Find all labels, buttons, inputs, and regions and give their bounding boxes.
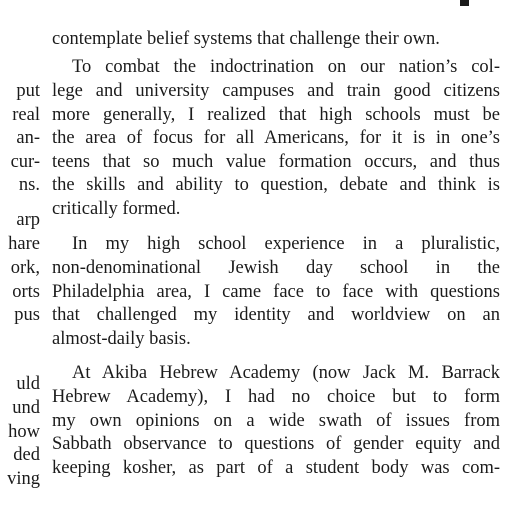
text-line: Sabbath observance to questions of gender equity and [52, 434, 500, 454]
text-line: keeping kosher, as part of a student body was com- [52, 458, 500, 478]
text-line: To combat the indoctrination on our nation’s col- [72, 57, 500, 77]
text-line: Philadelphia area, I came face to face with questions [52, 282, 500, 302]
left-fragment: real [12, 105, 40, 125]
left-fragment: hare [8, 234, 40, 254]
text-line: contemplate belief systems that challenge their own. [52, 29, 440, 49]
left-fragment: ork, [10, 258, 40, 278]
left-fragment: pus [14, 305, 40, 325]
left-fragment: how [8, 422, 40, 442]
text-line: that challenged my identity and worldview on an [52, 305, 500, 325]
text-line: my own opinions on a wide swath of issues from [52, 411, 500, 431]
text-line: In my high school experience in a pluralistic, [72, 234, 500, 254]
previous-column-fragments [0, 0, 40, 512]
left-fragment: cur- [10, 152, 40, 172]
left-fragment: put [16, 81, 40, 101]
left-fragment: uld [16, 374, 40, 394]
left-fragment: ns. [18, 175, 40, 195]
text-line: teens that so much value formation occurs, and thus [52, 152, 500, 172]
main-text-column [52, 0, 500, 512]
text-line: more generally, I realized that high schools must be [52, 105, 500, 125]
left-fragment: ving [7, 469, 40, 489]
left-fragment: arp [16, 210, 40, 230]
text-line: almost-daily basis. [52, 329, 191, 349]
left-fragment: orts [12, 282, 40, 302]
text-line: critically formed. [52, 199, 181, 219]
text-line: At Akiba Hebrew Academy (now Jack M. Barrack [72, 363, 500, 383]
left-fragment: und [12, 398, 40, 418]
text-line: lege and university campuses and train good citizens [52, 81, 500, 101]
left-fragment: ded [13, 445, 40, 465]
text-line: the skills and ability to question, debate and think is [52, 175, 500, 195]
text-line: non-denominational Jewish day school in the [52, 258, 500, 278]
text-line: Hebrew Academy), I had no choice but to form [52, 387, 500, 407]
text-line: the area of focus for all Americans, for it is in one’s [52, 128, 500, 148]
left-fragment: an- [16, 128, 40, 148]
